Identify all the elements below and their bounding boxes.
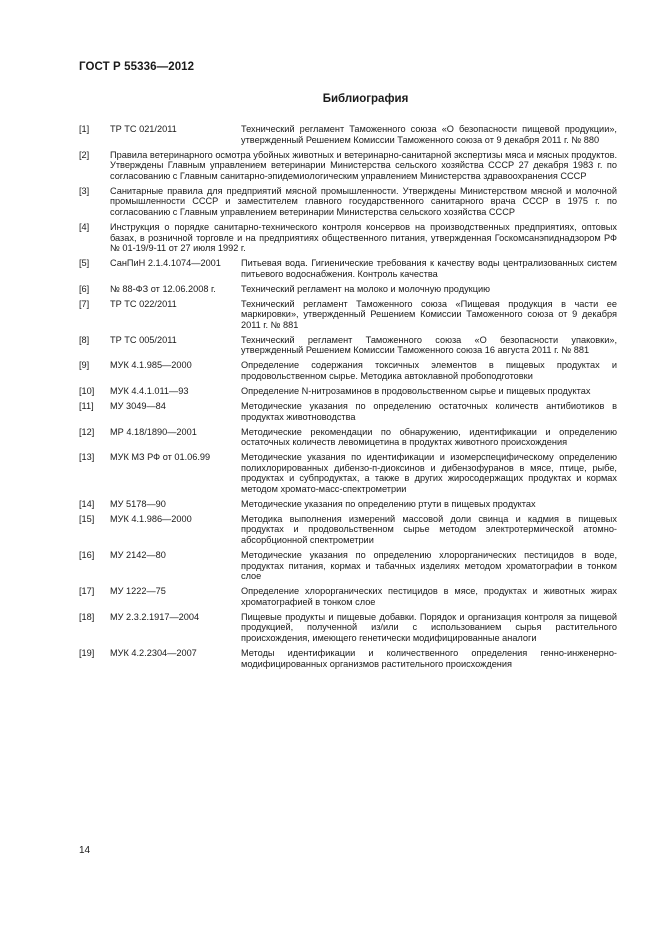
page-number: 14: [79, 845, 91, 856]
entry-description: Инструкция о порядке санитарно-технического контроля консервов на производственных предприятиях, оптовых базах, в розничной торговле и на предприятиях общественного питания, утвержденная Госкомсанэпиднадзором РФ № 01-19/9-11 от 27 июля 1992 г.: [110, 221, 617, 254]
entry-number: [19]: [79, 647, 95, 658]
bibliography-entry: [79, 222, 617, 254]
entry-number: [12]: [79, 426, 95, 437]
entry-number: [7]: [79, 298, 90, 309]
bibliography-entry: [79, 284, 617, 295]
bibliography-entry: [79, 514, 617, 546]
document-header: ГОСТ Р 55336—2012: [79, 61, 195, 73]
entry-description: Методические указания по определению хлорорганических пестицидов в воде, продуктах питания, кормах и табачных изделиях методом хроматографии в тонком слое: [241, 550, 617, 582]
entry-standard: МУК МЗ РФ от 01.06.99: [110, 452, 211, 463]
entry-description: Определение хлорорганических пестицидов в мясе, продуктах и животных жирах хроматографией в тонком слое: [241, 586, 617, 607]
entry-description: Методы идентификации и количественного определения генно-инженерно-модифицированных организмов растительного происхождения: [241, 647, 617, 669]
bibliography-entry: [79, 258, 617, 279]
bibliography-entry: [79, 360, 617, 381]
entry-description: Методические указания по определению ртути в пищевых продуктах: [241, 498, 536, 509]
bibliography-entry: [79, 452, 617, 494]
entry-standard: № 88-ФЗ от 12.06.2008 г.: [110, 283, 216, 294]
entry-number: [15]: [79, 513, 95, 524]
bibliography-entry: [79, 124, 617, 145]
entry-number: [3]: [79, 185, 90, 196]
entry-description: Методические указания по идентификации и изомерспецифическому определению полихлорированных дибензо-п-диоксинов и дибензофуранов в мясе, птице, рыбе, продуктах и субпродуктах, а также в других жиросодержащих продуктах и кормах методом хромато-масс-спектрометрии: [241, 452, 617, 494]
entry-description: Санитарные правила для предприятий мясной промышленности. Утверждены Министерством мясной и молочной промышленности СССР и заместителем главного государственного санитарного врача СССР в 1975 г. по согласованию с Главным управлением ветеринарии Министерства сельского хозяйства СССР: [110, 185, 617, 217]
bibliography-entry: [79, 299, 617, 331]
entry-standard: МУ 2142—80: [110, 550, 166, 561]
entry-description: Технический регламент Таможенного союза «О безопасности упаковки», утвержденный Решением Комиссии Таможенного союза 16 августа 2011 г. № 881: [241, 334, 617, 356]
entry-description: Пищевые продукты и пищевые добавки. Порядок и организация контроля за пищевой продукцией, полученной из/или с использованием сырья растительного происхождения, имеющего генетически модифицированные аналоги: [241, 611, 617, 643]
bibliography-entry: [79, 586, 617, 607]
entry-standard: МУК 4.1.986—2000: [110, 513, 192, 524]
bibliography-entry: [79, 648, 617, 669]
entry-number: [10]: [79, 385, 95, 396]
entry-description: Питьевая вода. Гигиенические требования к качеству воды централизованных систем питьевого водоснабжения. Контроль качества: [241, 258, 617, 279]
bibliography-entry: [79, 427, 617, 448]
entry-standard: МУ 3049—84: [110, 400, 166, 411]
entry-description: Определение содержания токсичных элементов в пищевых продуктах и продовольственном сырье. Методика автоклавной пробоподготовки: [241, 360, 617, 381]
entry-standard: МУК 4.4.1.011—93: [110, 385, 189, 396]
entry-standard: СанПиН 2.1.4.1074—2001: [110, 258, 221, 269]
entry-number: [5]: [79, 258, 90, 269]
entry-description: Определение N-нитрозаминов в продовольственном сырье и пищевых продуктах: [241, 385, 591, 396]
bibliography-entry: [79, 150, 617, 182]
entry-description: Методические рекомендации по обнаружению, идентификации и определению остаточных количеств левомицетина в продуктах животного происхождения: [241, 426, 617, 448]
bibliography-entry: [79, 335, 617, 356]
entry-description: Технический регламент на молоко и молочную продукцию: [241, 283, 490, 294]
bibliography-entry: [79, 186, 617, 218]
bibliography-entry: [79, 499, 617, 510]
bibliography-entry: [79, 401, 617, 422]
entry-description: Технический регламент Таможенного союза «О безопасности пищевой продукции», утвержденный Решением Комиссии Таможенного союза от 9 декабря 2011 г. № 880: [241, 124, 617, 145]
entry-standard: МР 4.18/1890—2001: [110, 426, 197, 437]
entry-standard: ТР ТС 005/2011: [110, 334, 177, 345]
entry-number: [17]: [79, 586, 95, 597]
entry-standard: МУ 5178—90: [110, 498, 166, 509]
entry-number: [16]: [79, 550, 95, 561]
entry-description: Технический регламент Таможенного союза «Пищевая продукция в части ее маркировки», утвержденный Решением Комиссии Таможенного союза от 9 декабря 2011 г. № 881: [241, 298, 617, 330]
entry-standard: МУК 4.2.2304—2007: [110, 647, 197, 658]
bibliography-entry: [79, 612, 617, 644]
entry-standard: МУ 2.3.2.1917—2004: [110, 611, 200, 622]
bibliography-entry: [79, 550, 617, 582]
entry-number: [14]: [79, 498, 95, 509]
bibliography-list: [79, 124, 617, 674]
section-title: [0, 93, 661, 105]
entry-number: [9]: [79, 360, 90, 371]
entry-description: Методические указания по определению остаточных количеств антибиотиков в продуктах животноводства: [241, 400, 617, 422]
entry-description: Правила ветеринарного осмотра убойных животных и ветеринарно-санитарной экспертизы мяса и мясных продуктов. Утверждены Главным управлением ветеринарии Министерства сельского хозяйства СССР 27 декабря 1983 г. по согласованию с Главным санитарно-эпидемиологическим управлением Министерства здравоохранения СССР: [110, 149, 617, 181]
entry-number: [18]: [79, 611, 95, 622]
entry-description: Методика выполнения измерений массовой доли свинца и кадмия в пищевых продуктах и продовольственном сырье методом электротермической атомно-абсорбционной спектрометрии: [241, 513, 617, 546]
entry-standard: МУ 1222—75: [110, 586, 166, 597]
entry-standard: МУК 4.1.985—2000: [110, 360, 192, 371]
entry-number: [4]: [79, 221, 90, 232]
entry-standard: ТР ТС 021/2011: [110, 124, 177, 134]
entry-number: [6]: [79, 283, 90, 294]
entry-number: [13]: [79, 452, 95, 463]
entry-number: [11]: [79, 400, 94, 411]
entry-standard: ТР ТС 022/2011: [110, 298, 177, 309]
bibliography-entry: [79, 386, 617, 397]
section-title-text: Библиография: [322, 93, 409, 105]
entry-number: [1]: [79, 124, 90, 134]
entry-number: [2]: [79, 149, 90, 160]
entry-number: [8]: [79, 334, 90, 345]
